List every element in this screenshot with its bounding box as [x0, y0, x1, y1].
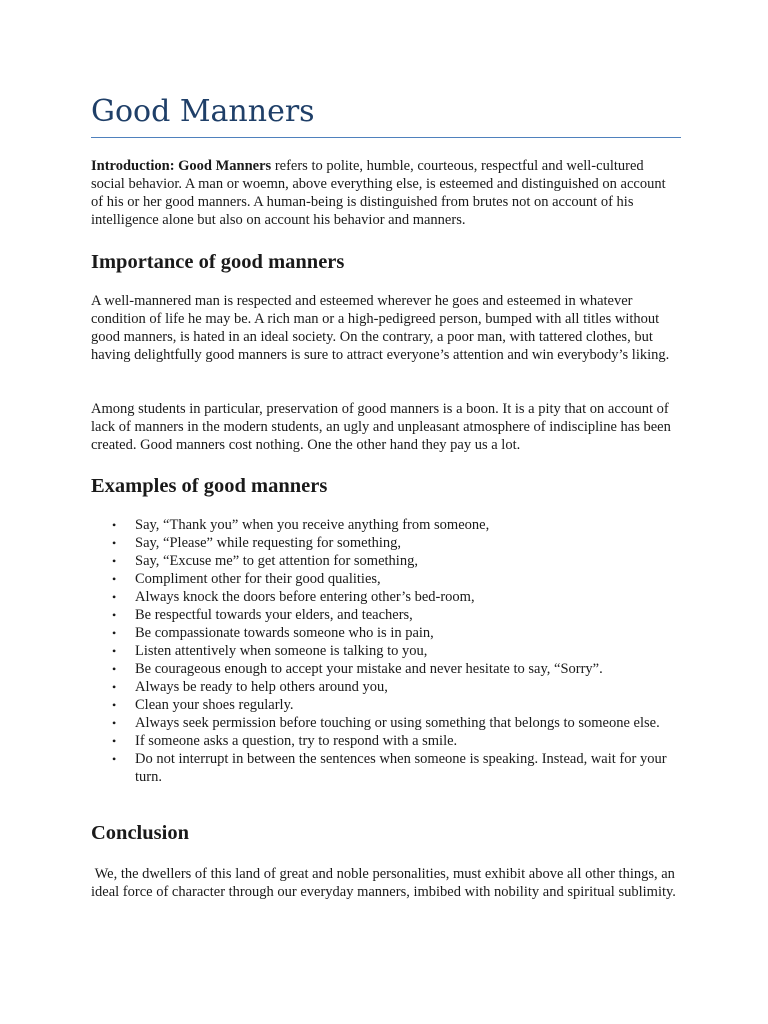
- list-item: [91, 552, 681, 570]
- list-item: [91, 588, 681, 606]
- list-item-text: Be respectful towards your elders, and teachers,: [135, 607, 413, 623]
- list-item-text: Say, “Please” while requesting for something,: [135, 535, 402, 551]
- bullet-icon: •: [112, 734, 117, 748]
- intro-text: refers to polite, humble, courteous, respectful and well-cultured social behavior. A man or woemn, above everything else, is esteemed and distinguished on account of his or her good manners. A human-being is distinguished from brutes not on account of his intelligence alone but also on account his behavior and manners.: [91, 158, 666, 228]
- heading-examples: Examples of good manners: [91, 475, 328, 497]
- importance-paragraph-2: Among students in particular, preservation of good manners is a boon. It is a pity that on account of lack of manners in the modern students, an ugly and unpleasant atmosphere of indiscipline has been created. Good manners cost nothing. One the other hand they pay us a lot.: [91, 401, 671, 453]
- list-item: [91, 696, 681, 714]
- list-item-text: Always knock the doors before entering other’s bed-room,: [135, 589, 475, 605]
- bullet-icon: •: [112, 518, 117, 532]
- importance-paragraph-1: A well-mannered man is respected and esteemed wherever he goes and esteemed in whatever condition of life he may be. A rich man or a high-pedigreed person, bumped with all titles without good manners, is hated in an ideal society. On the contrary, a poor man, with tattered clothes, but having delightfully good manners is sure to attract everyone’s attention and win everybody’s liking.: [91, 293, 670, 363]
- list-item-text: Always be ready to help others around you,: [135, 679, 388, 695]
- list-item-text: Be compassionate towards someone who is in pain,: [135, 625, 434, 641]
- list-item-text: Compliment other for their good qualities,: [135, 571, 381, 587]
- bullet-icon: •: [112, 662, 117, 676]
- list-item-text: Say, “Excuse me” to get attention for something,: [135, 553, 418, 569]
- list-item: [91, 642, 681, 660]
- list-item: [91, 678, 681, 696]
- conclusion-paragraph: We, the dwellers of this land of great and noble personalities, must exhibit above all other things, an ideal force of character through our everyday manners, imbibed with nobility and spiritual sublimity.: [91, 866, 679, 900]
- list-item-text: Do not interrupt in between the sentences when someone is speaking. Instead, wait for your turn.: [135, 751, 667, 785]
- list-item-text: If someone asks a question, try to respond with a smile.: [135, 733, 458, 749]
- list-item: [91, 732, 681, 750]
- list-item-text: Be courageous enough to accept your mistake and never hesitate to say, “Sorry”.: [135, 661, 603, 677]
- intro-lead-bold: Introduction: Good Manners: [91, 158, 272, 174]
- list-item: [91, 606, 681, 624]
- list-item: [91, 660, 681, 678]
- heading-importance: Importance of good manners: [91, 251, 345, 273]
- examples-bullet-list: [91, 516, 681, 786]
- list-item: [91, 714, 681, 732]
- bullet-icon: •: [112, 554, 117, 568]
- bullet-icon: •: [112, 644, 117, 658]
- list-item-text: Listen attentively when someone is talking to you,: [135, 643, 428, 659]
- document-title: Good Manners: [91, 94, 315, 129]
- intro-paragraph: [91, 157, 681, 229]
- bullet-icon: •: [112, 536, 117, 550]
- bullet-icon: •: [112, 626, 117, 640]
- bullet-icon: •: [112, 590, 117, 604]
- bullet-icon: •: [112, 608, 117, 622]
- heading-conclusion: Conclusion: [91, 822, 189, 844]
- list-item-text: Always seek permission before touching or using something that belongs to someone else.: [135, 715, 660, 731]
- list-item: [91, 750, 681, 786]
- list-item: [91, 516, 681, 534]
- list-item: [91, 624, 681, 642]
- list-item: [91, 570, 681, 588]
- list-item-text: Clean your shoes regularly.: [135, 697, 294, 713]
- list-item-text: Say, “Thank you” when you receive anything from someone,: [135, 517, 490, 533]
- bullet-icon: •: [112, 680, 117, 694]
- title-underline-rule: [91, 137, 681, 138]
- bullet-icon: •: [112, 752, 117, 766]
- bullet-icon: •: [112, 698, 117, 712]
- list-item: [91, 534, 681, 552]
- bullet-icon: •: [112, 572, 117, 586]
- bullet-icon: •: [112, 716, 117, 730]
